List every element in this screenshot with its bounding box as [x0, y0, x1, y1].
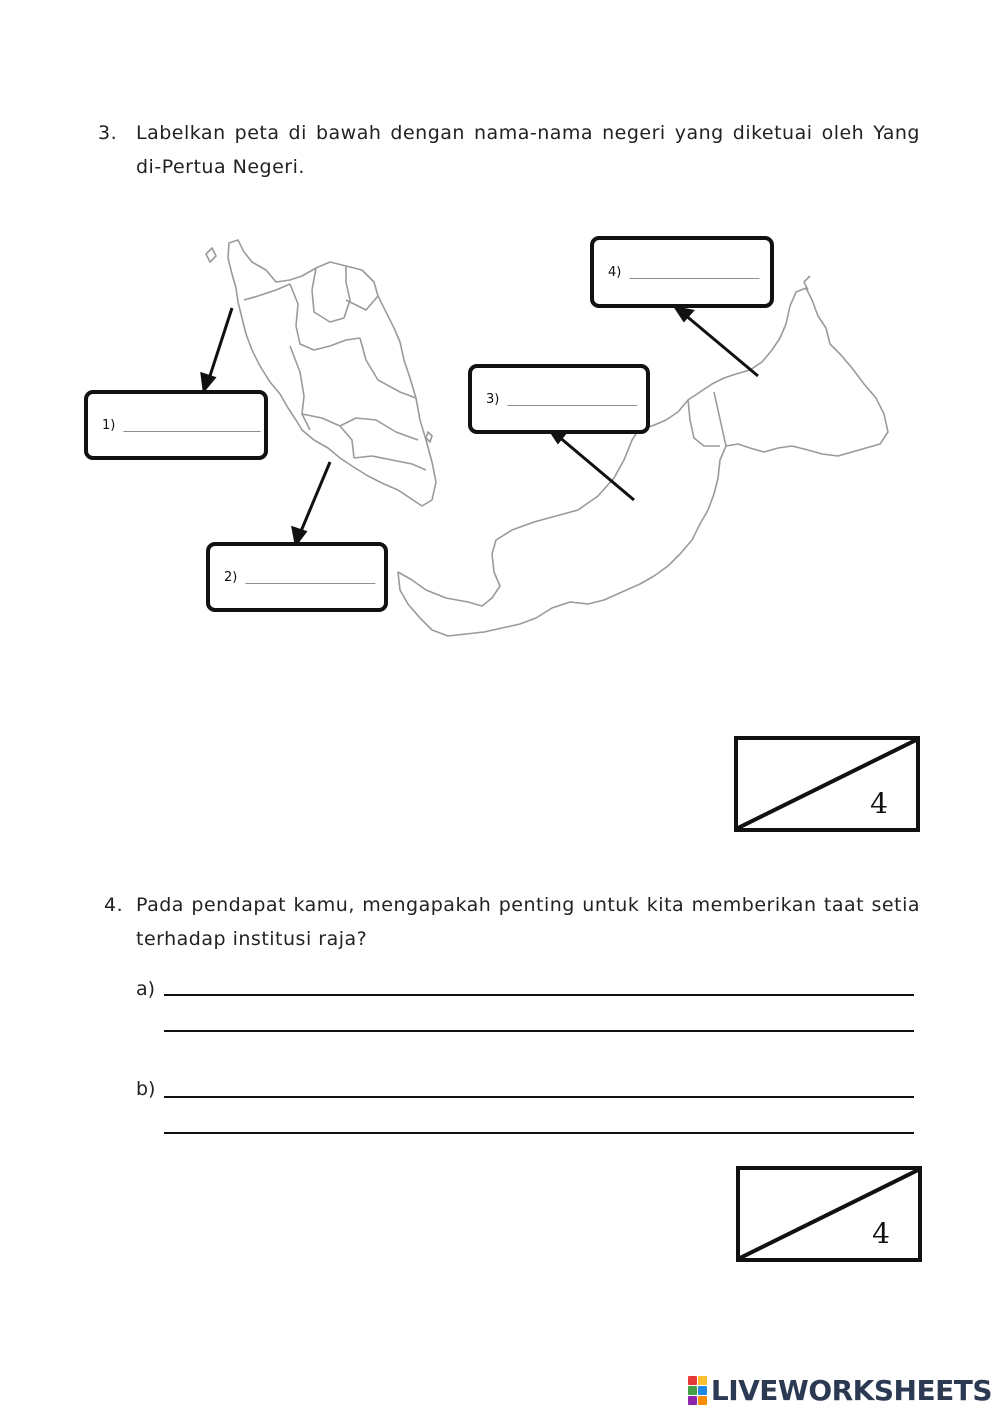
answer-a-line-2[interactable] [164, 1030, 914, 1032]
answer-b-line-1[interactable] [164, 1096, 914, 1098]
map-label-2[interactable] [206, 542, 388, 612]
map-label-4-prefix: 4) [608, 264, 622, 280]
footer-brand-text: LIVEWORKSHEETS [710, 1374, 992, 1407]
score-box-1 [734, 736, 920, 832]
map-label-1-prefix: 1) [102, 417, 116, 433]
peninsular-outline [228, 240, 436, 506]
answer-b-line-2[interactable] [164, 1132, 914, 1134]
map-label-4[interactable] [590, 236, 774, 308]
map-label-1[interactable] [84, 390, 268, 460]
liveworksheets-logo-icon [688, 1376, 707, 1405]
answer-a-label: a) [136, 978, 156, 1000]
map-label-3-prefix: 3) [486, 391, 500, 407]
map-label-1-input[interactable] [123, 418, 269, 432]
score-box-2-diagonal [740, 1170, 918, 1258]
answer-b-label: b) [136, 1078, 156, 1100]
score-box-2-value: 4 [872, 1217, 890, 1250]
map-label-4-input[interactable] [629, 265, 767, 279]
score-box-2 [736, 1166, 922, 1262]
answer-a-line-1[interactable] [164, 994, 914, 996]
question-4-text: Pada pendapat kamu, mengapakah penting untuk kita memberikan taat setia terhadap institusi raja? [136, 894, 920, 950]
footer-brand [688, 1374, 992, 1407]
question-3-text: Labelkan peta di bawah dengan nama-nama negeri yang diketuai oleh Yang di-Pertua Negeri. [136, 122, 920, 178]
map-label-2-input[interactable] [245, 570, 383, 584]
map-label-2-prefix: 2) [224, 569, 238, 585]
question-4-number: 4. [104, 894, 124, 916]
map-label-3[interactable] [468, 364, 650, 434]
score-box-1-value: 4 [870, 787, 888, 820]
malaysia-map [0, 0, 1000, 700]
borneo-outline [398, 288, 888, 636]
question-3-number: 3. [98, 122, 118, 144]
score-box-1-diagonal [738, 740, 916, 828]
map-label-3-input[interactable] [507, 392, 645, 406]
